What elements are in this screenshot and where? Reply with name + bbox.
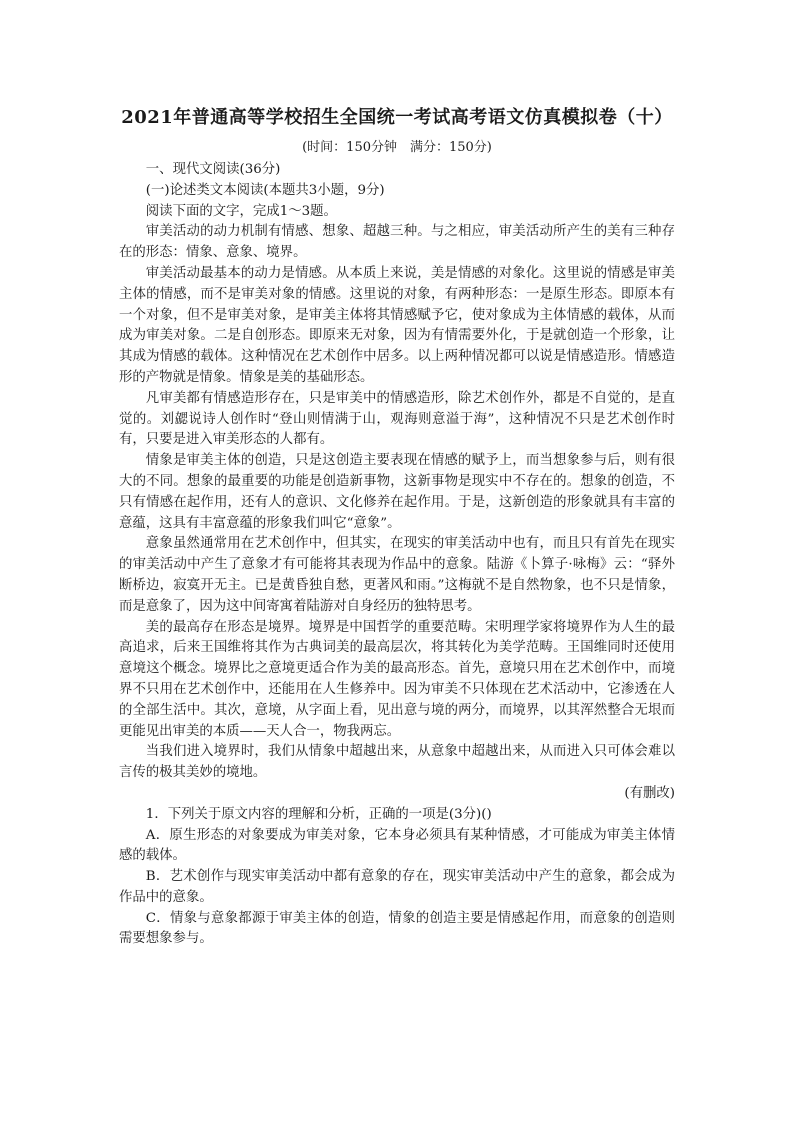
- passage-paragraph-7: 当我们进入境界时，我们从情象中超越出来，从意象中超越出来，从而进入只可体会难以言传的极其美妙的境地。: [119, 744, 675, 781]
- reading-instruction: 阅读下面的文字，完成1～3题。: [145, 203, 337, 219]
- question-1-option-a: A．原生形态的对象要成为审美对象，它本身必须具有某种情感，才可能成为审美主体情感的载体。: [119, 827, 675, 864]
- passage-paragraph-2: 审美活动最基本的动力是情感。从本质上来说，美是情感的对象化。这里说的情感是审美主体的情感，而不是审美对象的情感。这里说的对象，有两种形态：一是原生形态。即原本有一个对象，但不是审美对象，是审美主体将其情感赋予它，使对象成为主体情感的载体，从而成为审美对象。二是自创形态。即原来无对象，因为有情需要外化，于是就创造一个形象，让其成为情感的载体。这种情况在艺术创作中居多。以上两种情况都可以说是情感造形。情感造形的产物就是情象。情象是美的基础形态。: [119, 265, 675, 385]
- passage-paragraph-4: 情象是审美主体的创造，只是这创造主要表现在情感的赋予上，而当想象参与后，则有很大的不同。想象的最重要的功能是创造新事物，这新事物是现实中不存在的。想象的创造，不只有情感在起作用，还有人的意识、文化修养在起作用。于是，这新创造的形象就具有丰富的意蕴，这具有丰富意蕴的形象我们叫它“意象”。: [119, 453, 675, 531]
- question-1-stem: 1．下列关于原文内容的理解和分析，正确的一项是(3分)(): [145, 806, 492, 822]
- subsection-heading: (一)论述类文本阅读(本题共3小题，9分): [145, 182, 385, 198]
- source-note: (有删改): [624, 785, 675, 801]
- passage-paragraph-6: 美的最高存在形态是境界。境界是中国哲学的重要范畴。宋明理学家将境界作为人生的最高追求，后来王国维将其作为古典词美的最高层次，将其转化为美学范畴。王国维同时还使用意境这个概念。境界比之意境更适合作为美的最高形态。首先，意境只用在艺术创作中，而境界不只用在艺术创作中，还能用在人生修养中。因为审美不只体现在艺术活动中，它渗透在人的全部生活中。其次，意境，从字面上看，见出意与境的两分，而境界，以其浑然整合无垠而更能见出审美的本质——天人合一，物我两忘。: [119, 619, 675, 739]
- question-1-option-b: B．艺术创作与现实审美活动中都有意象的存在，现实审美活动中产生的意象，都会成为作品中的意象。: [119, 869, 675, 905]
- exam-body: [119, 160, 675, 950]
- exam-time-score: (时间：150分钟 满分：150分): [302, 140, 492, 155]
- passage-paragraph-5: 意象虽然通常用在艺术创作中，但其实，在现实的审美活动中也有，而且只有首先在现实的审美活动中产生了意象才有可能将其表现为作品中的意象。陆游《卜算子·咏梅》云：“驿外断桥边，寂寞开无主。已是黄昏独自愁，更著风和雨。”这梅就不是自然物象，也不只是情象，而是意象了，因为这中间寄寓着陆游对自身经历的独特思考。: [119, 536, 675, 614]
- exam-title: 2021年普通高等学校招生全国统一考试高考语文仿真模拟卷（十）: [121, 107, 673, 128]
- question-1-option-c: C．情象与意象都源于审美主体的创造，情象的创造主要是情感起作用，而意象的创造则需要想象参与。: [119, 910, 675, 947]
- passage-paragraph-1: 审美活动的动力机制有情感、想象、超越三种。与之相应，审美活动所产生的美有三种存在的形态：情象、意象、境界。: [119, 224, 675, 261]
- passage-paragraph-3: 凡审美都有情感造形存在，只是审美中的情感造形，除艺术创作外，都是不自觉的，是直觉的。刘勰说诗人创作时“登山则情满于山，观海则意溢于海”，这种情况不只是艺术创作时有，只要是进入审美形态的人都有。: [119, 390, 675, 448]
- section-heading: 一、现代文阅读(36分): [145, 162, 281, 177]
